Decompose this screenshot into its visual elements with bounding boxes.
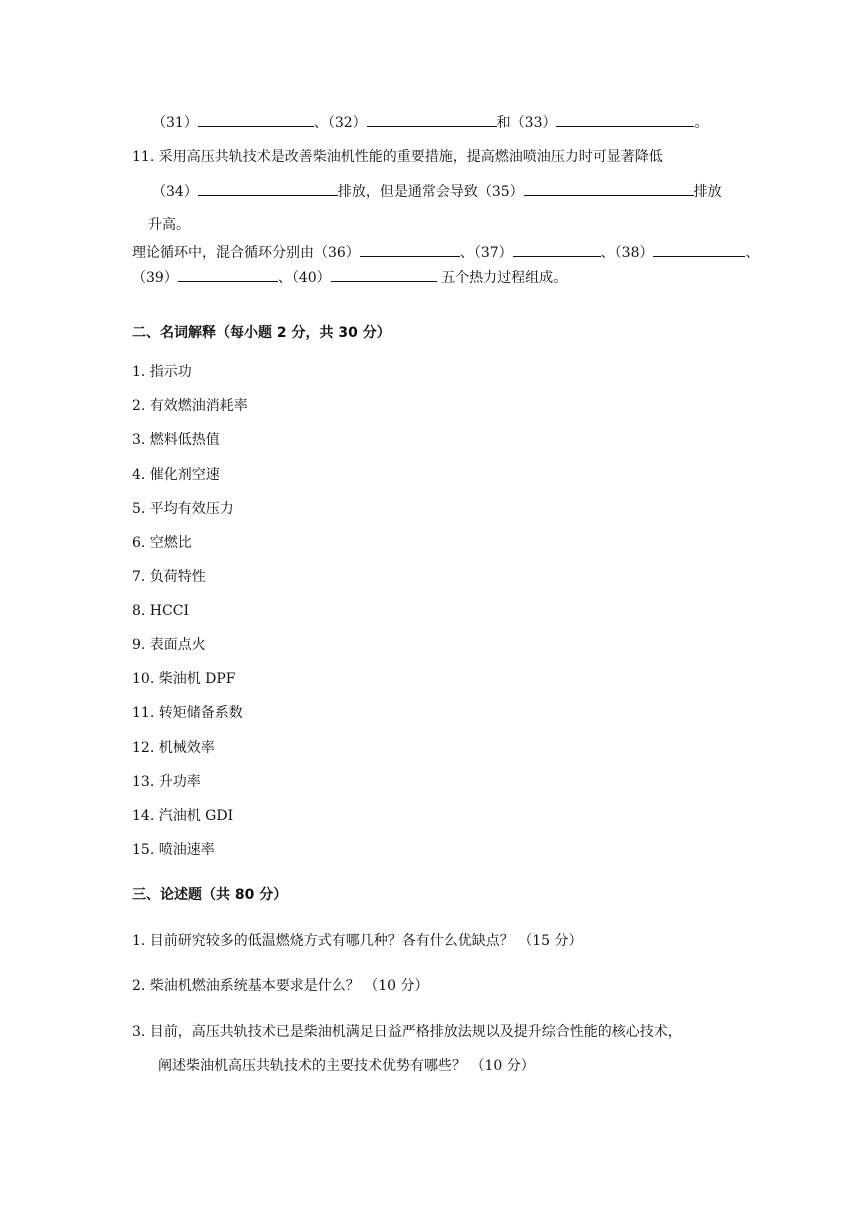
essay-question-3: 3. 目前，高压共轨技术已是柴油机满足日益严格排放法规以及提升综合性能的核心技术， [132,1024,682,1040]
term-item: 5. 平均有效压力 [132,501,234,517]
term-item: 11. 转矩储备系数 [132,705,243,721]
q12-start: 理论循环中，混合循环分别由（36） [132,245,360,261]
essay-question-3-continuation: 阐述柴油机高压共轨技术的主要技术优势有哪些？ （10 分） [158,1058,535,1074]
blank-39 [178,267,278,282]
blank-31 [198,112,314,127]
question-11-continuation: 升高。 [148,217,190,233]
question-12-line1 [132,242,759,263]
blank-33 [556,112,694,127]
term-item: 2. 有效燃油消耗率 [132,398,248,414]
line-text: 排放 [693,184,722,200]
blank-label-31: （31） [152,115,198,131]
term-item: 7. 负荷特性 [132,569,206,585]
blank-label-35: 排放，但是通常会导致（35） [337,184,524,200]
blank-35 [524,181,694,196]
term-item: 12. 机械效率 [132,740,215,756]
blank-label-40: 、（40） [277,270,331,286]
blank-37 [513,242,601,257]
term-item: 3. 燃料低热值 [132,432,220,448]
term-item: 15. 喷油速率 [132,842,215,858]
line-end: 。 [694,115,709,131]
question-12-line2 [132,267,567,288]
blank-label-33: 和（33） [496,115,557,131]
term-item: 14. 汽油机 GDI [132,808,234,824]
q12-end1: 、 [745,245,760,261]
question-11-text: 11. 采用高压共轨技术是改善柴油机性能的重要措施，提高燃油喷油压力时可显著降低 [132,149,663,165]
blank-label-39: （39） [132,270,178,286]
term-item: 13. 升功率 [132,774,201,790]
blank-32 [367,112,497,127]
term-item: 4. 催化剂空速 [132,467,220,483]
blank-34 [198,181,338,196]
blank-label-38: 、（38） [600,245,654,261]
term-item: 9. 表面点火 [132,637,206,653]
blank-40 [331,267,437,282]
blank-36 [360,242,460,257]
blank-label-32: 、（32） [313,115,367,131]
section-3-title: 三、论述题（共 80 分） [132,887,288,903]
term-item: 10. 柴油机 DPF [132,671,236,687]
fill-in-line-31-33 [152,112,708,133]
term-item: 6. 空燃比 [132,535,192,551]
blank-38 [653,242,745,257]
question-11-blanks [152,181,722,202]
section-2-title: 二、名词解释（每小题 2 分，共 30 分） [132,325,391,341]
essay-question-2: 2. 柴油机燃油系统基本要求是什么？ （10 分） [132,978,429,994]
q12-end2: 五个热力过程组成。 [441,270,568,286]
term-item: 1. 指示功 [132,364,192,380]
blank-label-37: 、（37） [459,245,513,261]
blank-label-34: （34） [152,184,198,200]
essay-question-1: 1. 目前研究较多的低温燃烧方式有哪几种？各有什么优缺点？ （15 分） [132,933,583,949]
term-item: 8. HCCI [132,603,189,619]
